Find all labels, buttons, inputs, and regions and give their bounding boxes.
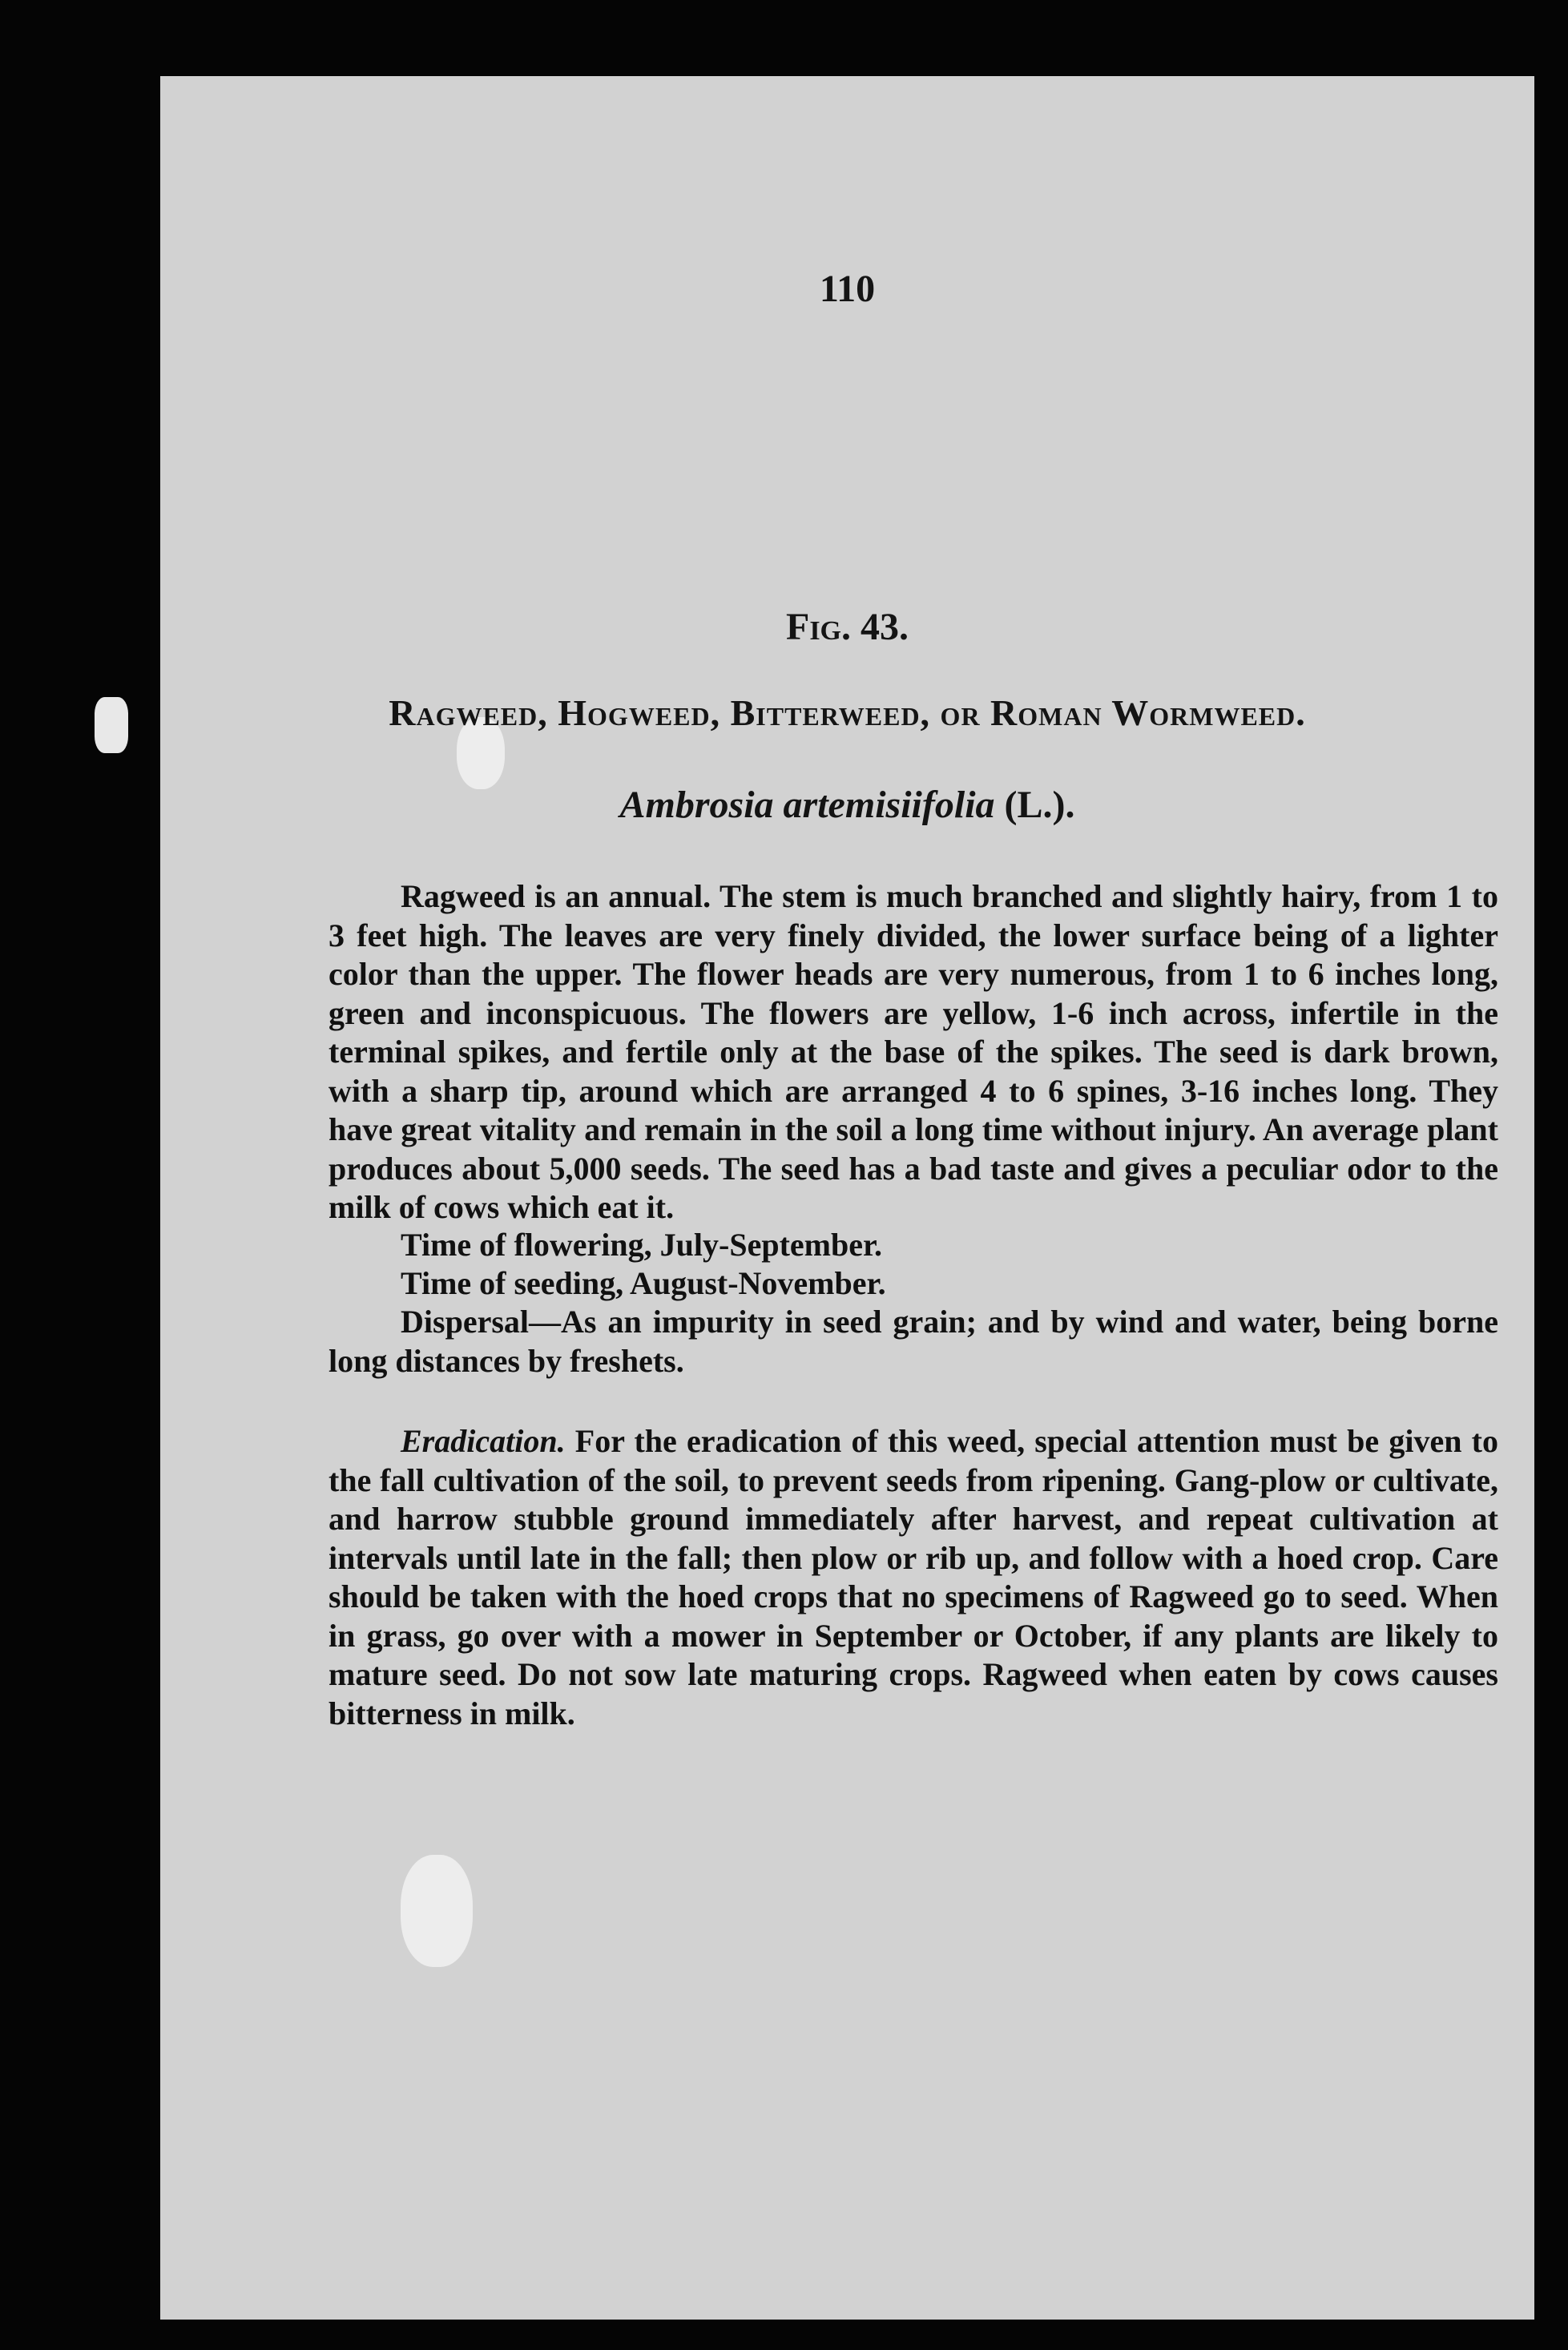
dispersal-paragraph: Dispersal—As an impurity in seed grain; and by wind and water, being borne long distances by freshets. bbox=[329, 1304, 1498, 1379]
page-number: 110 bbox=[819, 268, 876, 310]
scientific-name bbox=[160, 783, 1534, 827]
seeding-time: Time of seeding, August-November. bbox=[401, 1265, 886, 1301]
author-citation: (L.). bbox=[1004, 784, 1075, 826]
eradication-text: For the eradication of this weed, special attention must be given to the fall cultivation of the soil, to prevent seeds from ripening. Gang-plow or cultivate, and harrow stubble ground immediately after harvest, and repeat cultivation at intervals until late in the fall; then plow or rib up, and follow with a hoed crop. Care should be taken with the hoed crops that no specimens of Ragweed go to seed. When in grass, go over with a mower in September or October, if any plants are likely to mature seed. Do not sow late maturing crops. Ragweed when eaten by cows causes bitterness in milk. bbox=[329, 1423, 1499, 1731]
binomial-name: Ambrosia artemisiifolia bbox=[619, 784, 995, 826]
description-paragraph: Ragweed is an annual. The stem is much branched and slightly hairy, from 1 to 3 feet high. The leaves are very finely divided, the lower surface being of a lighter color than the upper. The flower heads are very numerous, from 1 to 6 inches long, green and inconspicuous. The flowers are yellow, 1-6 inch across, infertile in the terminal spikes, and fertile only at the base of the spikes. The seed is dark brown, with a sharp tip, around which are arranged 4 to 6 spines, 3-16 inches long. They have great vitality and remain in the soil a long time without injury. An average plant produces about 5,000 seeds. The seed has a bad taste and gives a peculiar odor to the milk of cows which eat it. bbox=[329, 878, 1498, 1225]
scan-artifact bbox=[95, 697, 128, 753]
figure-label: Fig. 43. bbox=[786, 606, 909, 648]
book-page bbox=[160, 76, 1534, 2320]
scan-artifact bbox=[401, 1855, 473, 1967]
common-names-heading: Ragweed, Hogweed, Bitterweed, or Roman Wormweed. bbox=[389, 692, 1306, 733]
eradication-paragraph bbox=[329, 1422, 1498, 1733]
flowering-time: Time of flowering, July-September. bbox=[401, 1227, 883, 1263]
eradication-heading: Eradication. bbox=[401, 1423, 566, 1459]
